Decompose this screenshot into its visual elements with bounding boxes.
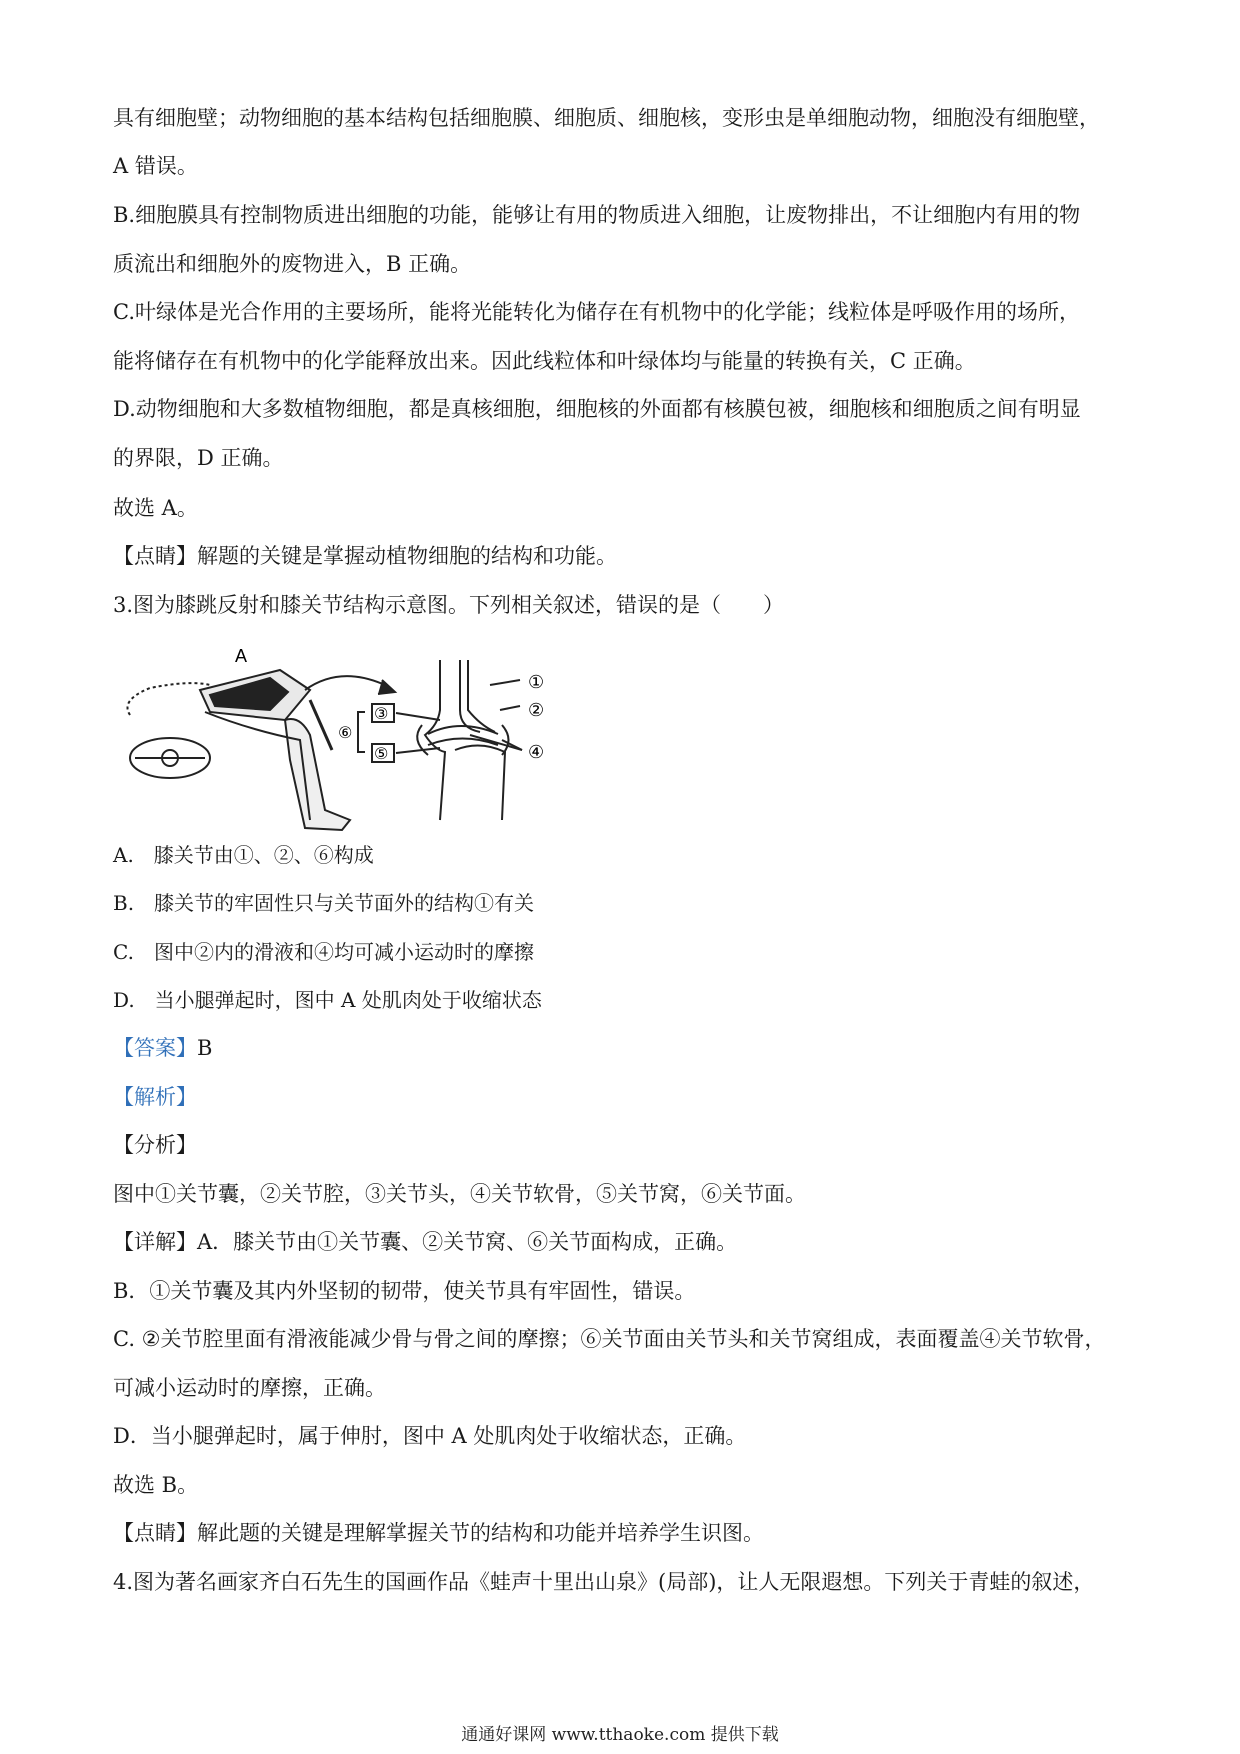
arrow-line xyxy=(305,676,390,690)
label-4: ④ xyxy=(528,742,545,763)
detail-d: D．当小腿弹起时，属于伸肘，图中 A 处肌肉处于收缩状态，正确。 xyxy=(113,1424,747,1448)
choice-line: 故选 B。 xyxy=(113,1473,199,1497)
text-line: 能将储存在有机物中的化学能释放出来。因此线粒体和叶绿体均与能量的转换有关，C 正确。 xyxy=(113,349,976,373)
detail-c-line1: C. ②关节腔里面有滑液能减少骨与骨之间的摩擦；⑥关节面由关节头和关节窝组成，表面覆盖④关节软骨， xyxy=(113,1327,1106,1351)
label-3: ③ xyxy=(374,704,389,723)
detail-c-line2: 可减小运动时的摩擦，正确。 xyxy=(113,1376,386,1400)
text-line: 的界限，D 正确。 xyxy=(113,446,284,470)
detail-b: B．①关节囊及其内外坚韧的韧带，使关节具有牢固性，错误。 xyxy=(113,1279,696,1303)
answer-line xyxy=(113,1033,1143,1063)
question-3-stem: 3.图为膝跳反射和膝关节结构示意图。下列相关叙述，错误的是（ ） xyxy=(113,593,785,617)
joint-right-outline xyxy=(455,745,505,820)
page-footer: 通通好课网 www.tthaoke.com 提供下载 xyxy=(461,1725,779,1745)
fenxi-text: 图中①关节囊，②关节腔，③关节头，④关节软骨，⑤关节窝，⑥关节面。 xyxy=(113,1182,806,1206)
answer-value: B xyxy=(197,1036,213,1060)
question-4-stem: 4.图为著名画家齐白石先生的国画作品《蛙声十里出山泉》(局部)，让人无限遐想。下列关于青蛙的叙述， xyxy=(113,1570,1095,1594)
label-2: ② xyxy=(528,700,545,721)
option-a: A. 膝关节由①、②、⑥构成 xyxy=(113,843,374,867)
text-line: C.叶绿体是光合作用的主要场所，能将光能转化为储存在有机物中的化学能；线粒体是呼吸作用的场所， xyxy=(113,300,1080,324)
text-line: 质流出和细胞外的废物进入，B 正确。 xyxy=(113,252,472,276)
label-a: A xyxy=(235,646,248,666)
text-line: D.动物细胞和大多数植物细胞，都是真核细胞，细胞核的外面都有核膜包被，细胞核和细胞质之间有明显 xyxy=(113,397,1081,421)
text-line: B.细胞膜具有控制物质进出细胞的功能，能够让有用的物质进入细胞，让废物排出，不让细胞内有用的物 xyxy=(113,203,1081,227)
reflex-hammer xyxy=(310,700,332,750)
choice-line: 故选 A。 xyxy=(113,496,198,520)
reflex-arc-path xyxy=(128,683,211,715)
fenxi-tag: 【分析】 xyxy=(113,1133,197,1157)
text-line: 具有细胞壁；动物细胞的基本结构包括细胞膜、细胞质、细胞核，变形虫是单细胞动物，细胞没有细胞壁， xyxy=(113,106,1100,130)
option-d: D. 当小腿弹起时，图中 A 处肌肉处于收缩状态 xyxy=(113,988,542,1012)
knee-joint-diagram xyxy=(110,640,590,835)
answer-tag: 【答案】 xyxy=(113,1036,197,1060)
label-5: ⑤ xyxy=(374,744,389,763)
option-b: B. 膝关节的牢固性只与关节面外的结构①有关 xyxy=(113,891,535,915)
comment-line: 【点睛】解此题的关键是理解掌握关节的结构和功能并培养学生识图。 xyxy=(113,1521,764,1545)
label-6: ⑥ xyxy=(338,723,353,742)
label-1: ① xyxy=(528,672,545,693)
option-c: C. 图中②内的滑液和④均可减小运动时的摩擦 xyxy=(113,940,534,964)
text-line: A 错误。 xyxy=(113,154,198,178)
analysis-tag: 【解析】 xyxy=(113,1085,197,1109)
comment-line: 【点睛】解题的关键是掌握动植物细胞的结构和功能。 xyxy=(113,544,617,568)
detail-a: 【详解】A．膝关节由①关节囊、②关节窝、⑥关节面构成，正确。 xyxy=(113,1230,738,1254)
